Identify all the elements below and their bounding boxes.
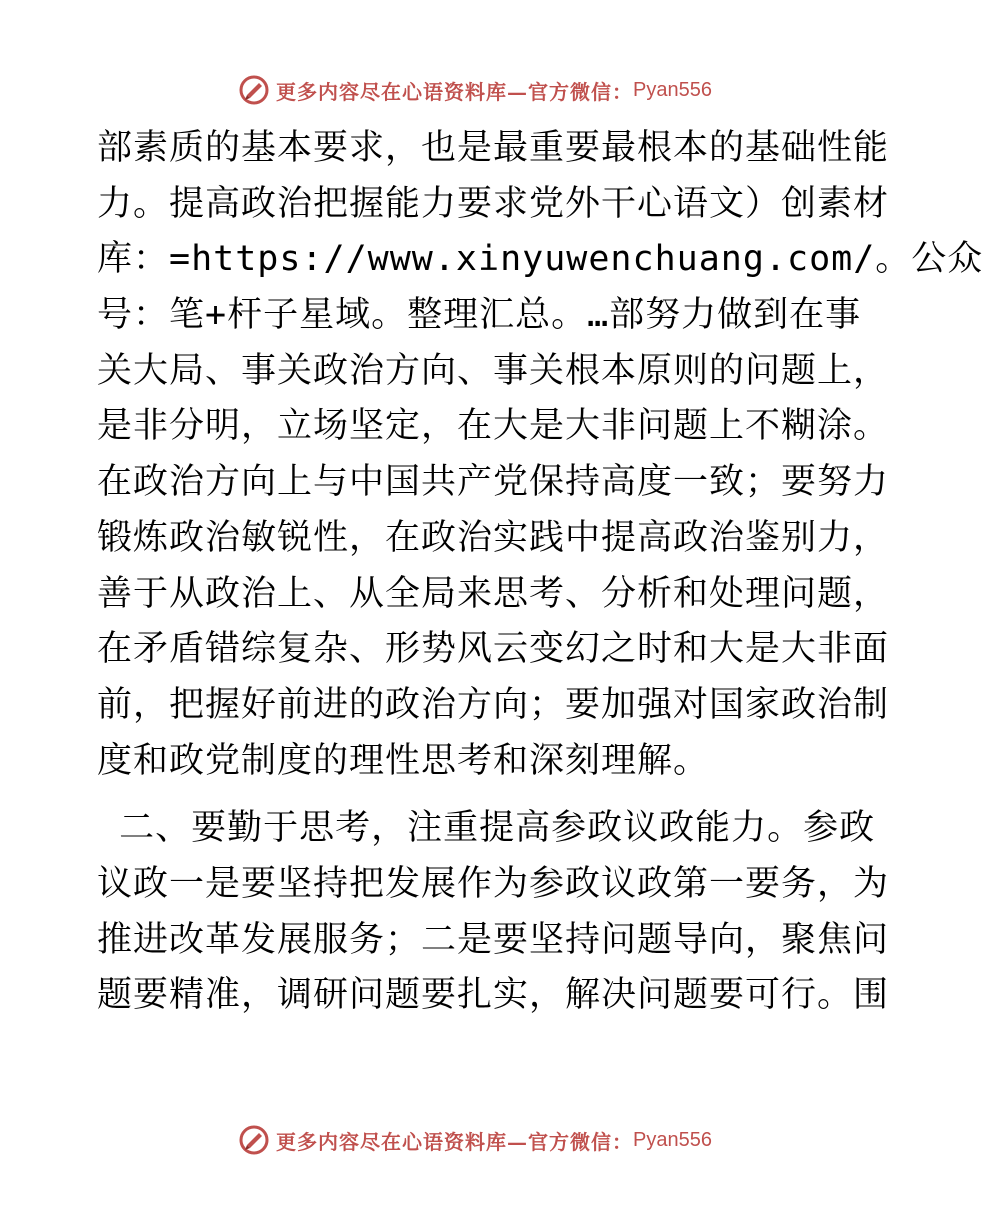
text-line: 关大局、事关政治方向、事关根本原则的问题上，	[97, 350, 890, 391]
banner-wechat-id: Pyan556	[633, 1128, 712, 1151]
logo-icon	[238, 1124, 270, 1156]
text-line: 部素质的基本要求，也是最重要最根本的基础性能	[97, 128, 890, 168]
header-banner	[0, 70, 950, 110]
text-line: 度和政党制度的理性思考和深刻理解。	[97, 740, 710, 781]
logo-icon	[238, 74, 270, 106]
footer-banner	[0, 1120, 950, 1160]
text-line: 号：笔+杆子星域。整理汇总。…部努力做到在事	[97, 295, 862, 336]
text-line: 库：=https://www.xinyuwenchuang.com/。公众	[97, 239, 983, 280]
banner-text: 更多内容尽在心语资料库—官方微信：	[276, 1129, 634, 1154]
text-line: 在政治方向上与中国共产党保持高度一致；要努力	[97, 462, 890, 503]
text-line: 善于从政治上、从全局来思考、分析和处理问题，	[97, 573, 890, 614]
text-line: 题要精准，调研问题要扎实，解决问题要可行。围	[97, 975, 890, 1016]
text-line: 推进改革发展服务；二是要坚持问题导向，聚焦问	[97, 919, 890, 960]
text-line: 二、要勤于思考，注重提高参政议政能力。参政	[97, 808, 876, 849]
paragraph-spacer	[97, 789, 857, 801]
paragraph	[97, 121, 983, 789]
text-line: 在矛盾错综复杂、形势风云变幻之时和大是大非面	[97, 629, 890, 670]
text-line: 锻炼政治敏锐性，在政治实践中提高政治鉴别力，	[97, 517, 890, 558]
banner-wechat-id: Pyan556	[633, 78, 712, 101]
text-line: 前，把握好前进的政治方向；要加强对国家政治制	[97, 684, 890, 725]
paragraph	[97, 801, 890, 1024]
document-body	[97, 121, 983, 1024]
text-line: 力。提高政治把握能力要求党外干心语文）创素材	[97, 183, 890, 224]
text-line: 是非分明，立场坚定，在大是大非问题上不糊涂。	[97, 406, 890, 447]
text-line: 议政一是要坚持把发展作为参政议政第一要务，为	[97, 863, 890, 904]
banner-text: 更多内容尽在心语资料库—官方微信：	[276, 79, 634, 104]
